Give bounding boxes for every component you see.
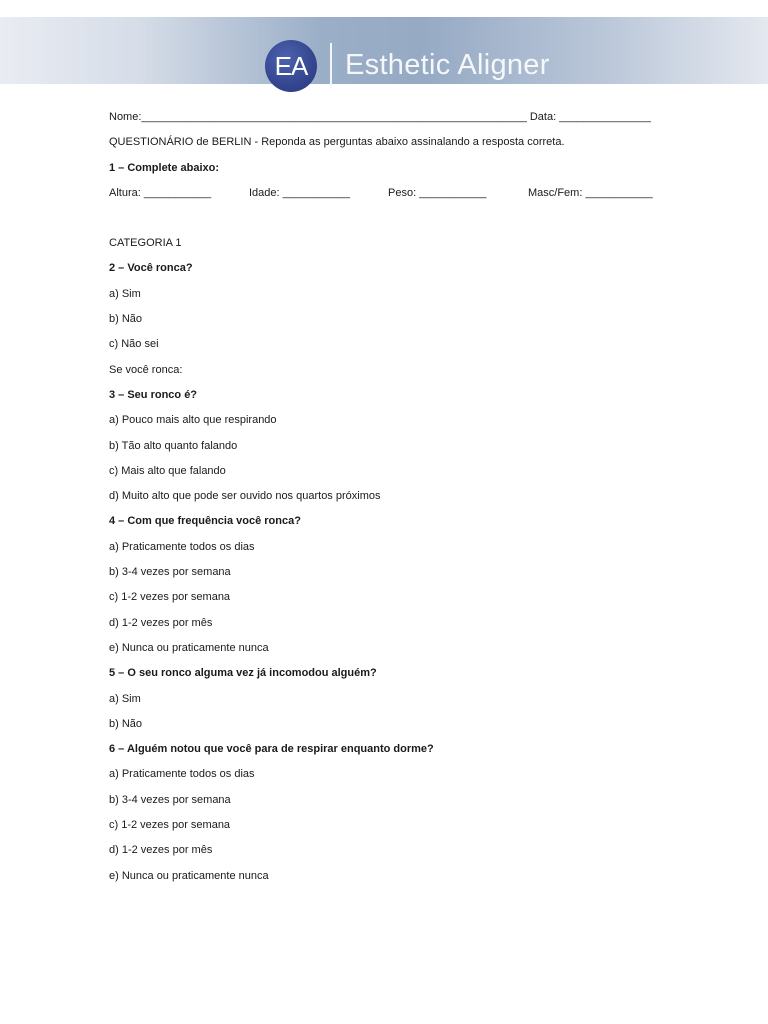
- q5-option-b[interactable]: b) Não: [109, 717, 143, 730]
- q4-option-b[interactable]: b) 3-4 vezes por semana: [109, 566, 231, 579]
- q3-option-d[interactable]: d) Muito alto que pode ser ouvido nos quartos próximos: [109, 490, 381, 503]
- logo-monogram: EA: [265, 40, 317, 92]
- q6-option-e[interactable]: e) Nunca ou praticamente nunca: [109, 869, 269, 882]
- question-2-title: 2 – Você ronca?: [109, 262, 193, 275]
- q4-option-e[interactable]: e) Nunca ou praticamente nunca: [109, 641, 269, 654]
- header-banner: [0, 17, 768, 84]
- intro-text: QUESTIONÁRIO de BERLIN - Reponda as perguntas abaixo assinalando a resposta correta.: [109, 136, 565, 149]
- q3-option-b[interactable]: b) Tão alto quanto falando: [109, 439, 238, 452]
- age-field[interactable]: Idade: ___________: [249, 186, 350, 199]
- height-field[interactable]: Altura: ___________: [109, 186, 212, 199]
- q6-option-d[interactable]: d) 1-2 vezes por mês: [109, 844, 213, 857]
- q2-option-c[interactable]: c) Não sei: [109, 338, 159, 351]
- questionnaire: [109, 108, 669, 892]
- question-6-title: 6 – Alguém notou que você para de respirar enquanto dorme?: [109, 743, 434, 756]
- q5-option-a[interactable]: a) Sim: [109, 692, 141, 705]
- q2-option-b[interactable]: b) Não: [109, 313, 143, 326]
- q6-option-a[interactable]: a) Praticamente todos os dias: [109, 768, 255, 781]
- q4-option-c[interactable]: c) 1-2 vezes por semana: [109, 591, 231, 604]
- logo-wordmark: Esthetic Aligner: [345, 49, 550, 81]
- question-1-title: 1 – Complete abaixo:: [109, 161, 220, 174]
- sex-field[interactable]: Masc/Fem: ___________: [528, 186, 653, 199]
- q3-option-c[interactable]: c) Mais alto que falando: [109, 464, 226, 477]
- q4-option-a[interactable]: a) Praticamente todos os dias: [109, 540, 255, 553]
- question-5-title: 5 – O seu ronco alguma vez já incomodou alguém?: [109, 667, 377, 680]
- category-title: CATEGORIA 1: [109, 237, 182, 250]
- name-date-line[interactable]: Nome:_______________________________________________________________ Data: _______________: [109, 111, 651, 123]
- weight-field[interactable]: Peso: ___________: [388, 186, 487, 199]
- logo-divider: [330, 43, 332, 89]
- q3-option-a[interactable]: a) Pouco mais alto que respirando: [109, 414, 277, 427]
- q2-option-a[interactable]: a) Sim: [109, 287, 141, 300]
- spacer: [109, 209, 669, 234]
- q4-option-d[interactable]: d) 1-2 vezes por mês: [109, 616, 213, 629]
- conditional-note: Se você ronca:: [109, 363, 183, 376]
- question-3-title: 3 – Seu ronco é?: [109, 388, 198, 401]
- q6-option-c[interactable]: c) 1-2 vezes por semana: [109, 819, 231, 832]
- personal-fields-row: [109, 184, 669, 209]
- q6-option-b[interactable]: b) 3-4 vezes por semana: [109, 793, 231, 806]
- question-4-title: 4 – Com que frequência você ronca?: [109, 515, 301, 528]
